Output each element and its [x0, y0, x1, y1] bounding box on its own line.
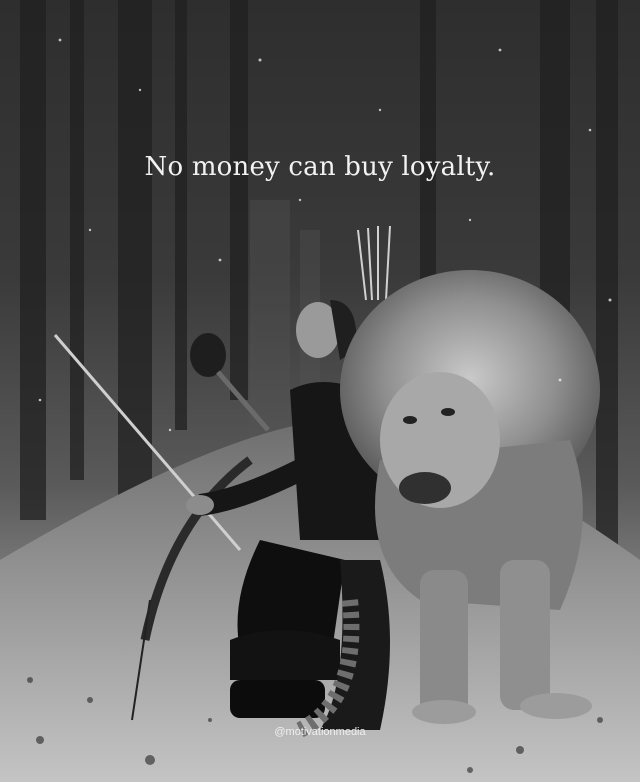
quote-caption: No money can buy loyalty.	[144, 152, 496, 182]
credit-handle: @motivationmedia	[274, 726, 366, 738]
torch-head	[190, 333, 226, 377]
quiver-arrows	[358, 226, 390, 300]
